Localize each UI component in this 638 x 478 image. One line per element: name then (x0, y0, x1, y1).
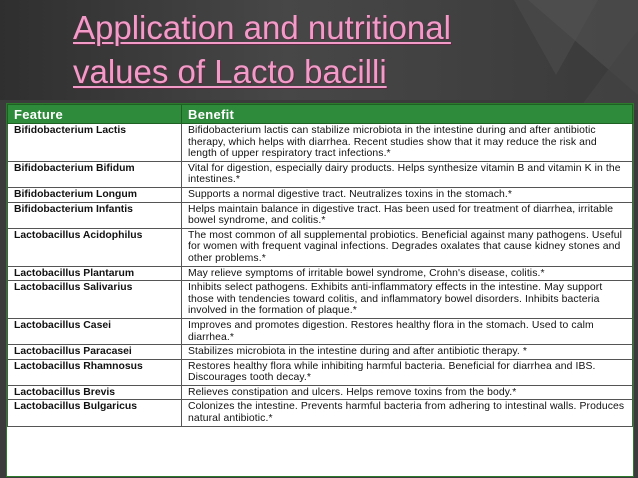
table-row (8, 345, 633, 360)
feature-cell: Bifidobacterium Infantis (8, 202, 182, 228)
benefit-cell: Supports a normal digestive tract. Neutralizes toxins in the stomach.* (182, 187, 633, 202)
benefit-cell: Vital for digestion, especially dairy products. Helps synthesize vitamin B and vitamin K in the intestines.* (182, 161, 633, 187)
benefit-cell: Helps maintain balance in digestive tract. Has been used for treatment of diarrhea, irritable bowel syndrome, and colitis.* (182, 202, 633, 228)
slide-title-line-2: values of Lacto bacilli (73, 53, 387, 90)
feature-cell: Lactobacillus Casei (8, 318, 182, 344)
table-row (8, 202, 633, 228)
table-row (8, 359, 633, 385)
table-row (8, 318, 633, 344)
benefit-cell: Improves and promotes digestion. Restores healthy flora in the stomach. Used to calm diarrhea.* (182, 318, 633, 344)
feature-cell: Lactobacillus Brevis (8, 385, 182, 400)
probiotics-table (6, 103, 634, 477)
benefit-cell: Bifidobacterium lactis can stabilize microbiota in the intestine during and after antibiotic therapy, which helps with diarrhea. Recent studies show that it may reduce the risk and length of upper respiratory tract infections.* (182, 124, 633, 162)
table-row (8, 228, 633, 266)
benefit-cell: Restores healthy flora while inhibiting harmful bacteria. Beneficial for diarrhea and IBS. Discourages tooth decay.* (182, 359, 633, 385)
feature-cell: Lactobacillus Paracasei (8, 345, 182, 360)
benefit-cell: Relieves constipation and ulcers. Helps remove toxins from the body.* (182, 385, 633, 400)
feature-cell: Bifidobacterium Longum (8, 187, 182, 202)
benefit-cell: Stabilizes microbiota in the intestine during and after antibiotic therapy. * (182, 345, 633, 360)
slide-title (73, 6, 533, 94)
header-feature: Feature (8, 105, 182, 124)
table-row (8, 281, 633, 319)
feature-cell: Bifidobacterium Bifidum (8, 161, 182, 187)
table-row (8, 124, 633, 162)
benefit-cell: The most common of all supplemental probiotics. Beneficial against many pathogens. Useful for women with frequent vaginal infections. Degrades oxalates that cause kidney stones and other problems.* (182, 228, 633, 266)
table-row (8, 187, 633, 202)
feature-cell: Lactobacillus Plantarum (8, 266, 182, 281)
table-row (8, 266, 633, 281)
header-benefit: Benefit (182, 105, 633, 124)
benefit-cell: Inhibits select pathogens. Exhibits anti-inflammatory effects in the intestine. May support those with tendencies toward colitis, and inflammatory bowel disorders. Inhibits bacteria involved in the formation of plaque.* (182, 281, 633, 319)
slide-title-line-1: Application and nutritional (73, 9, 451, 46)
table-header-row (8, 105, 633, 124)
table-row (8, 161, 633, 187)
table-row (8, 400, 633, 426)
feature-cell: Bifidobacterium Lactis (8, 124, 182, 162)
benefit-cell: May relieve symptoms of irritable bowel syndrome, Crohn's disease, colitis.* (182, 266, 633, 281)
feature-cell: Lactobacillus Rhamnosus (8, 359, 182, 385)
feature-cell: Lactobacillus Acidophilus (8, 228, 182, 266)
benefit-cell: Colonizes the intestine. Prevents harmful bacteria from adhering to intestinal walls. Produces natural antibiotic.* (182, 400, 633, 426)
feature-benefit-table (7, 104, 633, 427)
feature-cell: Lactobacillus Salivarius (8, 281, 182, 319)
feature-cell: Lactobacillus Bulgaricus (8, 400, 182, 426)
table-row (8, 385, 633, 400)
